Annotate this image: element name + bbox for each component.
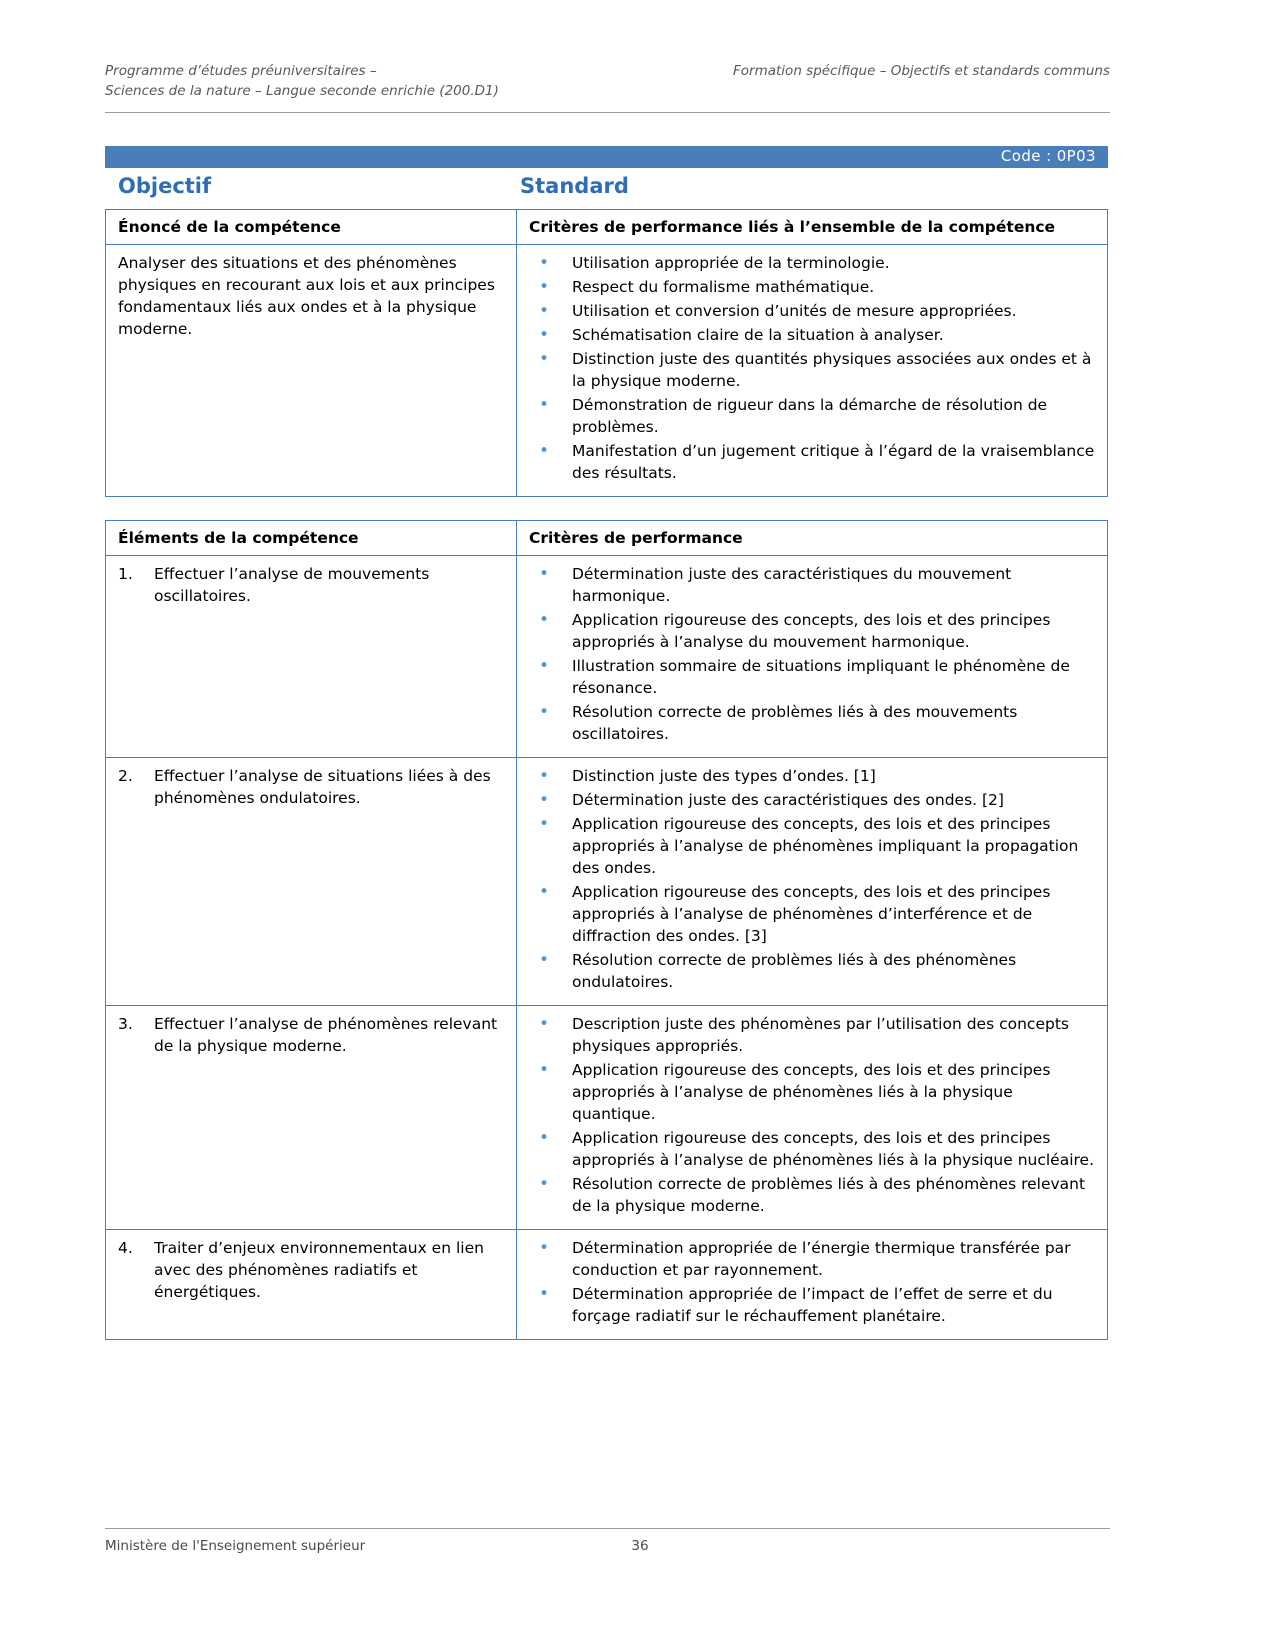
list-item: • Application rigoureuse des concepts, des lois et des principes appropriés à l’analyse du mouvement harmonique.: [529, 609, 1095, 653]
criteria-cell: [517, 1230, 1107, 1339]
table-row: [106, 1005, 1107, 1229]
list-item: • Résolution correcte de problèmes liés à des phénomènes relevant de la physique moderne.: [529, 1173, 1095, 1217]
page-footer: [105, 1538, 1110, 1554]
code-badge: Code : 0P03: [105, 146, 1108, 168]
element-numbered-list: [118, 765, 506, 809]
table2-header-left: Éléments de la compétence: [106, 521, 517, 555]
header-program-line1: Programme d’études préuniversitaires –: [105, 63, 377, 79]
standard-title: Standard: [520, 174, 629, 198]
list-item: [118, 1013, 506, 1057]
criteria-cell: [517, 1006, 1107, 1229]
table1-header-left: Énoncé de la compétence: [106, 210, 517, 244]
page-number: 36: [631, 1538, 649, 1554]
header-program-line2: Sciences de la nature – Langue seconde enrichie (200.D1): [105, 82, 499, 99]
list-item: • Manifestation d’un jugement critique à l’égard de la vraisemblance des résultats.: [529, 440, 1095, 484]
element-cell: [106, 556, 517, 757]
element-numbered-list: [118, 1237, 506, 1303]
list-item: • Démonstration de rigueur dans la démarche de résolution de problèmes.: [529, 394, 1095, 438]
element-text: Traiter d’enjeux environnementaux en lien avec des phénomènes radiatifs et énergétiques.: [154, 1239, 484, 1301]
element-cell: [106, 758, 517, 1005]
element-number: 1.: [118, 565, 133, 583]
table-row: [106, 1229, 1107, 1339]
element-cell: [106, 1230, 517, 1339]
element-number: 2.: [118, 767, 133, 785]
element-text: Effectuer l’analyse de mouvements oscillatoires.: [154, 565, 430, 605]
element-numbered-list: [118, 1013, 506, 1057]
list-item: • Résolution correcte de problèmes liés à des mouvements oscillatoires.: [529, 701, 1095, 745]
table2-header-right: Critères de performance: [529, 529, 743, 547]
list-item: [118, 1237, 506, 1303]
list-item: • Utilisation appropriée de la terminologie.: [529, 252, 1095, 274]
list-item: [118, 563, 506, 607]
competence-statement-cell: [106, 245, 517, 496]
footer-ministry: Ministère de l'Enseignement supérieur: [105, 1538, 366, 1554]
list-item: • Application rigoureuse des concepts, des lois et des principes appropriés à l’analyse de phénomènes impliquant la propagation des ondes.: [529, 813, 1095, 879]
table-row: [106, 244, 1107, 496]
competence-statement-text: Analyser des situations et des phénomènes physiques en recourant aux lois et aux principes fondamentaux liés aux ondes et à la physique moderne.: [118, 254, 495, 338]
criteria-cell: [517, 556, 1107, 757]
global-criteria-list: [529, 252, 1095, 484]
element-text: Effectuer l’analyse de phénomènes relevant de la physique moderne.: [154, 1015, 498, 1055]
list-item: • Illustration sommaire de situations impliquant le phénomène de résonance.: [529, 655, 1095, 699]
list-item: • Détermination juste des caractéristiques des ondes. [2]: [529, 789, 1095, 811]
list-item: • Détermination juste des caractéristiques du mouvement harmonique.: [529, 563, 1095, 607]
list-item: • Application rigoureuse des concepts, des lois et des principes appropriés à l’analyse de phénomènes d’interférence et de diffraction des ondes. [3]: [529, 881, 1095, 947]
table1-header-right: Critères de performance liés à l’ensemble de la compétence: [529, 218, 1056, 236]
list-item: • Application rigoureuse des concepts, des lois et des principes appropriés à l’analyse de phénomènes liés à la physique quantique.: [529, 1059, 1095, 1125]
table-row: [106, 555, 1107, 757]
element-cell: [106, 1006, 517, 1229]
criteria-list: [529, 1237, 1095, 1327]
list-item: • Respect du formalisme mathématique.: [529, 276, 1095, 298]
section-titles: [105, 174, 1108, 206]
objectif-title: Objectif: [118, 174, 212, 198]
competence-elements-table: [105, 520, 1108, 1340]
table-row: [106, 757, 1107, 1005]
criteria-cell: [517, 758, 1107, 1005]
list-item: • Schématisation claire de la situation à analyser.: [529, 324, 1095, 346]
list-item: • Distinction juste des types d’ondes. [1]: [529, 765, 1095, 787]
criteria-list: [529, 1013, 1095, 1217]
table-header-row: [106, 210, 1107, 244]
table-header-row: [106, 521, 1107, 555]
list-item: • Utilisation et conversion d’unités de mesure appropriées.: [529, 300, 1095, 322]
page-header: [105, 62, 1110, 101]
element-number: 4.: [118, 1239, 133, 1257]
list-item: • Résolution correcte de problèmes liés à des phénomènes ondulatoires.: [529, 949, 1095, 993]
element-number: 3.: [118, 1015, 133, 1033]
list-item: • Application rigoureuse des concepts, des lois et des principes appropriés à l’analyse de phénomènes liés à la physique nucléaire.: [529, 1127, 1095, 1171]
element-text: Effectuer l’analyse de situations liées à des phénomènes ondulatoires.: [154, 767, 491, 807]
criteria-list: [529, 765, 1095, 993]
list-item: • Détermination appropriée de l’impact de l’effet de serre et du forçage radiatif sur le réchauffement planétaire.: [529, 1283, 1095, 1327]
list-item: [118, 765, 506, 809]
header-divider: [105, 112, 1110, 113]
list-item: • Détermination appropriée de l’énergie thermique transférée par conduction et par rayonnement.: [529, 1237, 1095, 1281]
competence-statement-table: [105, 209, 1108, 497]
header-right-text: Formation spécifique – Objectifs et standards communs: [733, 63, 1110, 79]
footer-divider: [105, 1528, 1110, 1529]
global-criteria-cell: [517, 245, 1107, 496]
element-numbered-list: [118, 563, 506, 607]
criteria-list: [529, 563, 1095, 745]
header-left-block: [105, 62, 499, 101]
list-item: • Description juste des phénomènes par l’utilisation des concepts physiques appropriés.: [529, 1013, 1095, 1057]
list-item: • Distinction juste des quantités physiques associées aux ondes et à la physique moderne.: [529, 348, 1095, 392]
